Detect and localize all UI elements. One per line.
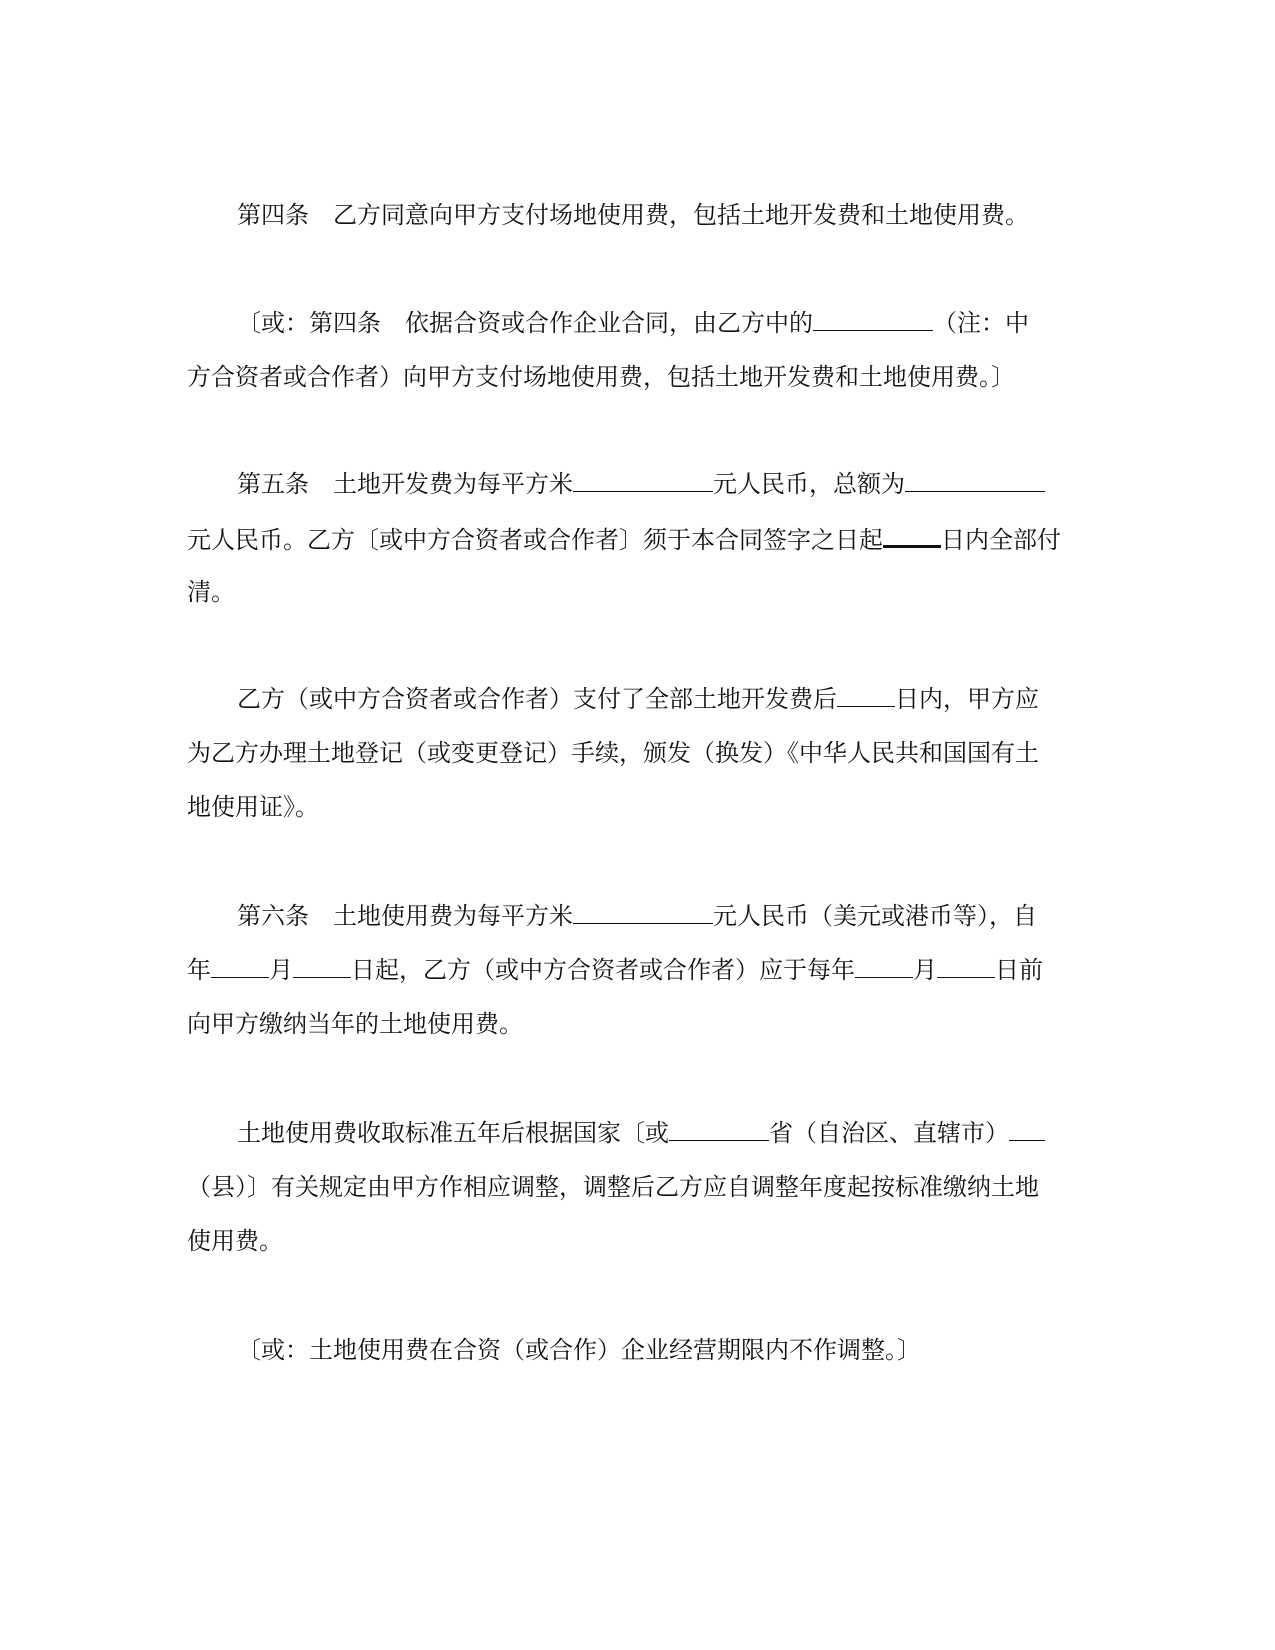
article-4-alt-line-2 (187, 362, 1087, 392)
fill-in-blank[interactable] (1009, 1118, 1045, 1141)
article-6-line-2 (187, 955, 1087, 985)
article-5-line-3 (187, 577, 1087, 607)
text: 月 (913, 956, 937, 984)
article-heading: 第六条 (237, 902, 309, 930)
text: 土地使用费收取标准五年后根据国家〔或 (237, 1119, 669, 1147)
fill-in-blank[interactable] (855, 955, 913, 978)
text: 向甲方缴纳当年的土地使用费。 (187, 1010, 523, 1038)
article-5-line-1 (237, 469, 1137, 499)
text: 为乙方办理土地登记（或变更登记）手续，颁发（换发）《中华人民共和国国有土 (187, 739, 1039, 767)
text: 日内，甲方应 (895, 685, 1039, 713)
article-heading: 第四条 (237, 201, 309, 229)
text: 方合资者或合作者）向甲方支付场地使用费，包括土地开发费和土地使用费。〕 (187, 363, 1015, 391)
fill-in-blank[interactable] (937, 955, 995, 978)
text: 乙方同意向甲方支付场地使用费，包括土地开发费和土地使用费。 (333, 201, 1029, 229)
text: 日起，乙方（或中方合资者或合作者）应于每年 (351, 956, 855, 984)
fill-in-blank[interactable] (669, 1118, 769, 1141)
text: 使用费。 (187, 1227, 283, 1255)
text: 土地开发费为每平方米 (333, 470, 573, 498)
fill-in-blank[interactable] (573, 469, 713, 492)
text: 元人民币。乙方〔或中方合资者或合作者〕须于本合同签字之日起 (187, 526, 883, 554)
registration-line-1 (237, 684, 1137, 714)
text: （县）〕有关规定由甲方作相应调整，调整后乙方应自调整年度起按标准缴纳土地 (187, 1173, 1039, 1201)
text: 地使用证》。 (187, 793, 319, 821)
fill-in-blank[interactable] (837, 684, 895, 707)
text: 日内全部付 (941, 526, 1061, 554)
text: 〔或：土地使用费在合资（或合作）企业经营期限内不作调整。〕 (237, 1336, 921, 1364)
no-adjustment-line (237, 1335, 1137, 1365)
fill-in-blank[interactable] (573, 901, 713, 924)
article-6-line-3 (187, 1009, 1087, 1039)
fill-in-blank[interactable] (883, 523, 941, 548)
text: 土地使用费为每平方米 (333, 902, 573, 930)
article-heading: 第五条 (237, 470, 309, 498)
text: （注：中 (933, 309, 1029, 337)
text: 年 (187, 956, 211, 984)
adjustment-line-2 (187, 1172, 1087, 1202)
registration-line-2 (187, 738, 1087, 768)
fill-in-blank[interactable] (293, 955, 351, 978)
text: 元人民币（美元或港币等），自 (713, 902, 1037, 930)
article-5-line-2 (187, 523, 1087, 555)
text: 省（自治区、直辖市） (769, 1119, 1009, 1147)
adjustment-line-1 (237, 1118, 1137, 1148)
article-4-line-1 (237, 200, 1137, 230)
text: 乙方（或中方合资者或合作者）支付了全部土地开发费后 (237, 685, 837, 713)
text: 依据合资或合作企业合同，由乙方中的 (405, 309, 813, 337)
fill-in-blank[interactable] (905, 469, 1045, 492)
registration-line-3 (187, 792, 1087, 822)
article-4-alt-line-1 (237, 308, 1137, 338)
text: 日前 (995, 956, 1043, 984)
text: 元人民币，总额为 (713, 470, 905, 498)
fill-in-blank[interactable] (813, 308, 933, 331)
text: 月 (269, 956, 293, 984)
text: 清。 (187, 578, 235, 606)
fill-in-blank[interactable] (211, 955, 269, 978)
article-6-line-1 (237, 901, 1137, 931)
adjustment-line-3 (187, 1226, 1087, 1256)
text: 〔或：第四条 (237, 309, 381, 337)
